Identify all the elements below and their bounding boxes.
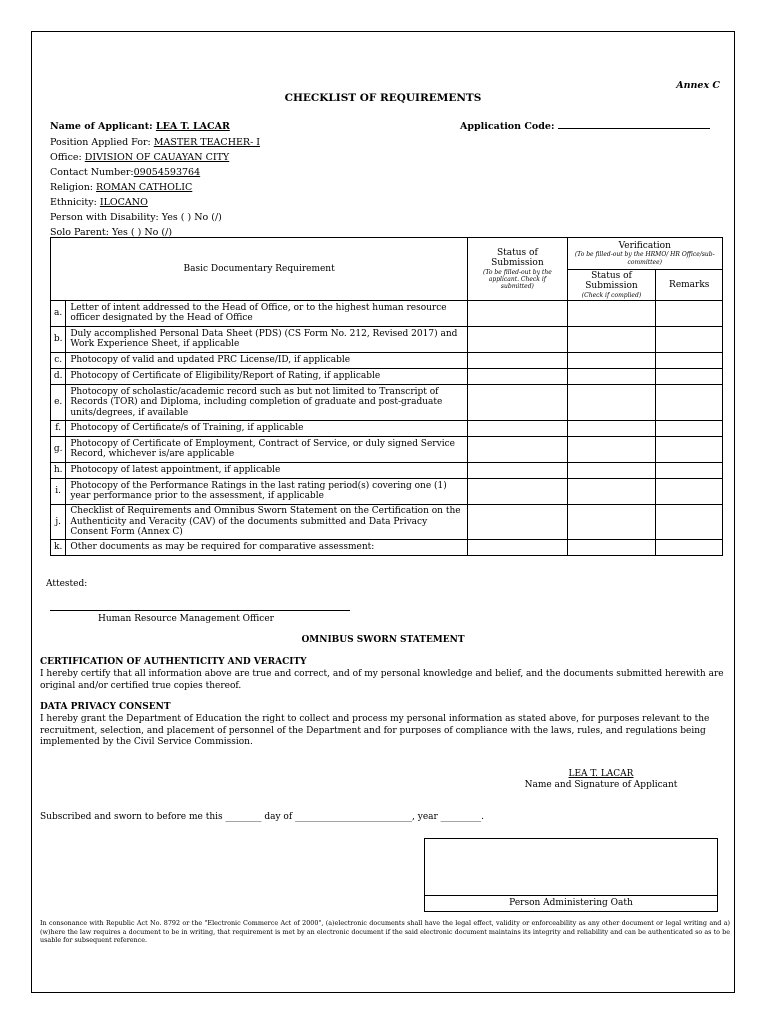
dpc-title: DATA PRIVACY CONSENT [40, 702, 171, 712]
verification-checkbox-cell[interactable] [567, 420, 656, 436]
row-requirement: Photocopy of latest appointment, if applicable [66, 462, 468, 478]
verification-checkbox-cell[interactable] [567, 368, 656, 384]
verification-checkbox-cell[interactable] [567, 539, 656, 555]
row-requirement: Checklist of Requirements and Omnibus Sworn Statement on the Certification on the Authenticity and Veracity (CAV) of the documents submitted and Data Privacy Consent Form (Annex C) [66, 504, 468, 539]
office-label: Office: [50, 152, 82, 163]
signature-label: Name and Signature of Applicant [524, 780, 678, 790]
verification-checkbox-cell[interactable] [567, 478, 656, 504]
status-checkbox-cell[interactable] [468, 326, 567, 352]
row-letter: j. [51, 504, 66, 539]
table-row [51, 326, 723, 352]
header-ver-status-note: (Check if complied) [581, 291, 642, 299]
remarks-cell[interactable] [656, 504, 723, 539]
verification-checkbox-cell[interactable] [567, 436, 656, 462]
row-letter: g. [51, 436, 66, 462]
header-verification-note: (To be filled-out by the HRMO/ HR Office/sub-committee) [574, 251, 715, 266]
ethnicity-row [50, 197, 148, 208]
applicant-name-row [50, 121, 230, 132]
attested-label: Attested: [46, 579, 88, 589]
cav-text: I hereby certify that all information above are true and correct, and of my personal knowledge and belief, and the documents submitted herewith are original and/or certified true copies thereof. [40, 669, 724, 691]
header-verification: Verification [618, 241, 671, 252]
status-checkbox-cell[interactable] [468, 504, 567, 539]
remarks-cell[interactable] [656, 539, 723, 555]
remarks-cell[interactable] [656, 352, 723, 368]
position-row [50, 137, 260, 148]
row-requirement: Photocopy of the Performance Ratings in the last rating period(s) covering one (1) year performance prior to the assessment, if applicable [66, 478, 468, 504]
status-checkbox-cell[interactable] [468, 436, 567, 462]
disability-row: Person with Disability: Yes ( ) No (/) [50, 212, 222, 223]
verification-checkbox-cell[interactable] [567, 504, 656, 539]
header-remarks: Remarks [656, 270, 723, 301]
table-row [51, 352, 723, 368]
document-page [31, 31, 735, 993]
oath-label: Person Administering Oath [425, 895, 717, 911]
row-requirement: Photocopy of Certificate/s of Training, if applicable [66, 420, 468, 436]
position-label: Position Applied For: [50, 137, 151, 148]
office-value: DIVISION OF CAUAYAN CITY [84, 152, 230, 163]
row-letter: h. [51, 462, 66, 478]
header-status-cell [468, 238, 567, 301]
remarks-cell[interactable] [656, 436, 723, 462]
omnibus-title: OMNIBUS SWORN STATEMENT [301, 635, 465, 645]
row-letter: d. [51, 368, 66, 384]
header-verification-cell [567, 238, 723, 270]
page-title: CHECKLIST OF REQUIREMENTS [284, 92, 482, 104]
table-row [51, 436, 723, 462]
religion-label: Religion: [50, 182, 94, 193]
row-letter: c. [51, 352, 66, 368]
solo-parent-row: Solo Parent: Yes ( ) No (/) [50, 227, 173, 238]
requirements-table [50, 237, 723, 556]
header-status: Status of Submission [491, 247, 544, 269]
religion-row [50, 182, 192, 193]
application-code-label: Application Code: [460, 121, 555, 132]
cav-title: CERTIFICATION OF AUTHENTICITY AND VERACITY [40, 657, 307, 667]
row-requirement: Photocopy of valid and updated PRC License/ID, if applicable [66, 352, 468, 368]
table-row [51, 420, 723, 436]
sworn-statement: Subscribed and sworn to before me this ________ day of __________________________, year _________. [40, 812, 485, 822]
footnote: In consonance with Republic Act No. 8792 or the "Electronic Commerce Act of 2000", (a)electronic documents shall have the legal effect, validity or enforceability as any other document or legal writing and a) (w)here the law requires a document to be in writing, that requirement is met by an electronic document if the said electronic document maintains its integrity and reliability and can be authenticated so as to be usable for subsequent reference. [40, 919, 730, 945]
row-letter: f. [51, 420, 66, 436]
verification-checkbox-cell[interactable] [567, 352, 656, 368]
remarks-cell[interactable] [656, 326, 723, 352]
status-checkbox-cell[interactable] [468, 300, 567, 326]
status-checkbox-cell[interactable] [468, 352, 567, 368]
remarks-cell[interactable] [656, 420, 723, 436]
religion-value: ROMAN CATHOLIC [96, 182, 193, 193]
remarks-cell[interactable] [656, 462, 723, 478]
contact-label: Contact Number: [50, 167, 134, 178]
remarks-cell[interactable] [656, 384, 723, 420]
remarks-cell[interactable] [656, 368, 723, 384]
table-row [51, 462, 723, 478]
ethnicity-value: ILOCANO [99, 197, 148, 208]
contact-row [50, 167, 200, 178]
row-requirement: Photocopy of Certificate of Employment, Contract of Service, or duly signed Service Record, whichever is/are applicable [66, 436, 468, 462]
remarks-cell[interactable] [656, 300, 723, 326]
status-checkbox-cell[interactable] [468, 368, 567, 384]
table-row [51, 368, 723, 384]
table-row [51, 539, 723, 555]
header-ver-status: Status of Submission [585, 271, 638, 292]
row-requirement: Other documents as may be required for comparative assessment: [66, 539, 468, 555]
verification-checkbox-cell[interactable] [567, 326, 656, 352]
applicant-name-label: Name of Applicant: [50, 121, 153, 132]
verification-checkbox-cell[interactable] [567, 300, 656, 326]
dpc-text: I hereby grant the Department of Education the right to collect and process my personal information as stated above, for purposes relevant to the recruitment, selection, and placement of personnel of the Department and for purposes of compliance with the laws, rules, and regulations being implemented by the Civil Service Commission. [40, 714, 710, 747]
header-requirement: Basic Documentary Requirement [51, 238, 468, 301]
row-requirement: Duly accomplished Personal Data Sheet (PDS) (CS Form No. 212, Revised 2017) and Work Experience Sheet, if applicable [66, 326, 468, 352]
table-row [51, 478, 723, 504]
hrmo-label: Human Resource Management Officer [98, 614, 274, 624]
table-row [51, 300, 723, 326]
row-letter: i. [51, 478, 66, 504]
status-checkbox-cell[interactable] [468, 478, 567, 504]
position-value: MASTER TEACHER- I [153, 137, 261, 148]
row-requirement: Letter of intent addressed to the Head of Office, or to the highest human resource officer designated by the Head of Office [66, 300, 468, 326]
table-header-row [51, 238, 723, 270]
contact-value: 09054593764 [133, 167, 201, 178]
row-requirement: Photocopy of scholastic/academic record such as but not limited to Transcript of Records (TOR) and Diploma, including completion of graduate and post-graduate units/degrees, if available [66, 384, 468, 420]
row-letter: k. [51, 539, 66, 555]
application-code-row [460, 121, 710, 132]
verification-checkbox-cell[interactable] [567, 384, 656, 420]
annex-label: Annex C [676, 80, 720, 91]
office-row [50, 152, 229, 163]
status-checkbox-cell[interactable] [468, 462, 567, 478]
hrmo-signature-line [50, 610, 350, 611]
oath-box[interactable] [424, 838, 718, 912]
remarks-cell[interactable] [656, 478, 723, 504]
status-checkbox-cell[interactable] [468, 539, 567, 555]
verification-checkbox-cell[interactable] [567, 462, 656, 478]
header-ver-status-cell [567, 270, 656, 301]
signature-name: LEA T. LACAR [568, 769, 634, 779]
applicant-name-value: LEA T. LACAR [155, 121, 230, 132]
table-row [51, 384, 723, 420]
status-checkbox-cell[interactable] [468, 420, 567, 436]
table-row [51, 504, 723, 539]
row-letter: a. [51, 300, 66, 326]
row-letter: b. [51, 326, 66, 352]
row-letter: e. [51, 384, 66, 420]
status-checkbox-cell[interactable] [468, 384, 567, 420]
ethnicity-label: Ethnicity: [50, 197, 97, 208]
application-code-blank [558, 128, 710, 129]
header-status-note: (To be filled-out by the applicant. Check if submitted) [483, 268, 552, 290]
row-requirement: Photocopy of Certificate of Eligibility/Report of Rating, if applicable [66, 368, 468, 384]
